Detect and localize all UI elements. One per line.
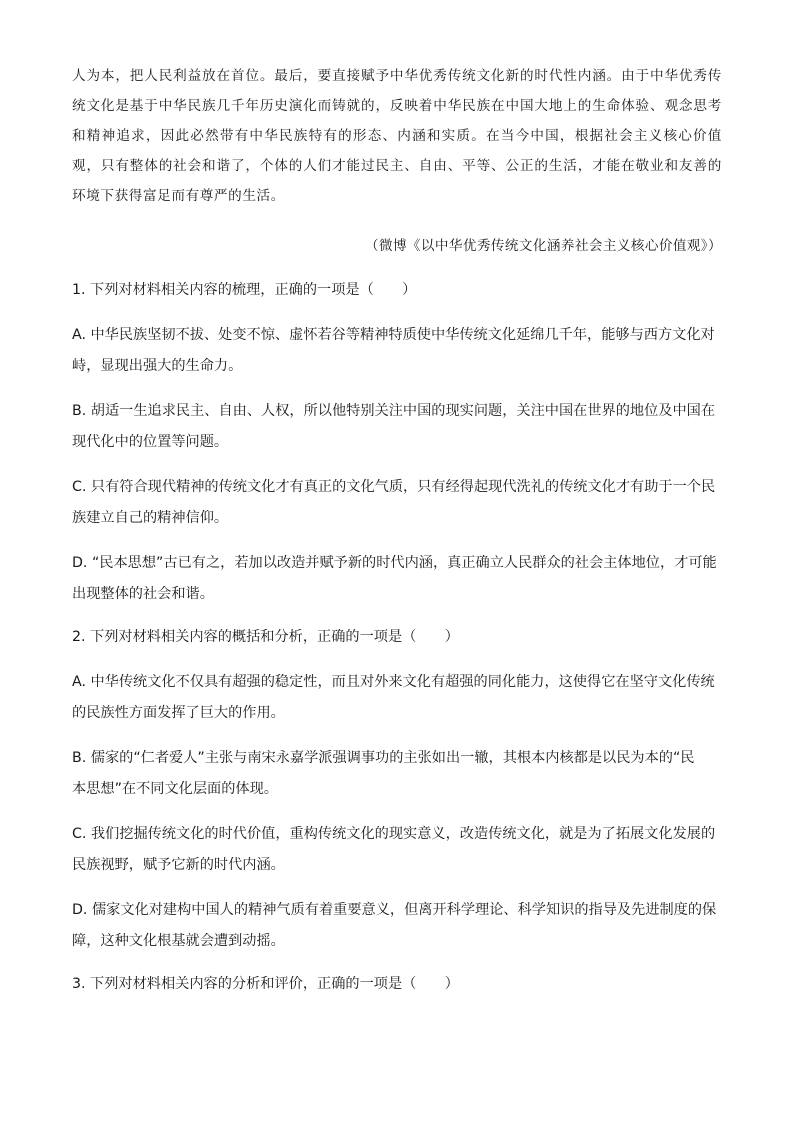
question-1-option-a-line-1: A. 中华民族坚韧不拔、处变不惊、虚怀若谷等精神特质使中华传统文化延绵几千年，能够与西方文化对: [72, 327, 715, 343]
passage-text: 人为本，把人民利益放在首位。最后，要直接赋予中华优秀传统文化新的时代性内涵。由于中华优秀传统文化是基于中华民族几千年历史演化而铸就的，反映着中华民族在中国大地上的生命体验、观念思考和精神追求，因此必然带有中华民族特有的形态、内涵和实质。在当今中国，根据社会主义核心价值观，只有整体的社会和谐了，个体的人们才能过民主、自由、平等、公正的生活，才能在敬业和友善的环境下获得富足而有尊严的生活。: [72, 68, 722, 204]
question-2-option-a-line-1: A. 中华传统文化不仅具有超强的稳定性，而且对外来文化有超强的同化能力，这使得它在坚守文化传统: [72, 674, 715, 690]
question-2-option-b-line-1: B. 儒家的“仁者爱人”主张与南宋永嘉学派强调事功的主张如出一辙，其根本内核都是以民为本的“民: [72, 750, 695, 766]
question-2-option-a-line-2: 的民族性方面发挥了巨大的作用。: [72, 705, 285, 721]
question-1-option-c-line-1: C. 只有符合现代精神的传统文化才有真正的文化气质，只有经得起现代洗礼的传统文化才有助于一个民: [72, 479, 716, 495]
question-1-option-a-line-2: 峙，显现出强大的生命力。: [72, 358, 243, 374]
question-1-option-d-line-2: 出现整体的社会和谐。: [72, 586, 214, 602]
question-2-option-c-line-2: 民族视野，赋予它新的时代内涵。: [72, 857, 285, 873]
question-1-option-b-line-2: 现代化中的位置等问题。: [72, 434, 229, 450]
question-1-option-d-line-1: D. “民本思想”古已有之，若加以改造并赋予新的时代内涵，真正确立人民群众的社会主体地位，才可能: [72, 555, 717, 571]
question-2-stem: 2. 下列对材料相关内容的概括和分析，正确的一项是（ ）: [72, 629, 459, 645]
question-2-option-c-line-1: C. 我们挖掘传统文化的时代价值，重构传统文化的现实意义，改造传统文化，就是为了拓展文化发展的: [72, 826, 716, 842]
question-1-stem: 1. 下列对材料相关内容的梳理，正确的一项是（ ）: [72, 282, 417, 298]
question-1-option-c-line-2: 族建立自己的精神信仰。: [72, 510, 229, 526]
question-1-option-b-line-1: B. 胡适一生追求民主、自由、人权，所以他特别关注中国的现实问题，关注中国在世界的地位及中国在: [72, 403, 716, 419]
question-3-stem: 3. 下列对材料相关内容的分析和评价，正确的一项是（ ）: [72, 976, 459, 992]
passage-source: （微博《以中华优秀传统文化涵养社会主义核心价值观》）: [364, 238, 722, 254]
question-2-option-b-line-2: 本思想”在不同文化层面的体现。: [72, 781, 278, 797]
question-2-option-d-line-1: D. 儒家文化对建构中国人的精神气质有着重要意义，但离开科学理论、科学知识的指导及先进制度的保: [72, 902, 717, 918]
question-2-option-d-line-2: 障，这种文化根基就会遭到动摇。: [72, 933, 285, 949]
